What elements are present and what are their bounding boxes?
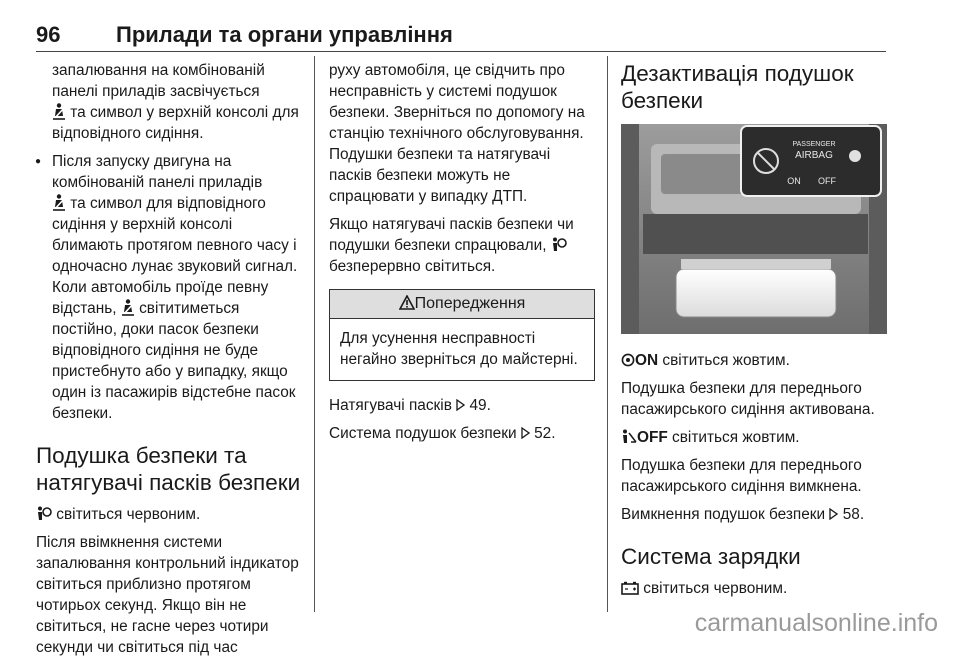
airbag-warning-icon xyxy=(36,506,52,521)
bullet-item: ● Після запуску двигуна на комбінованій панелі приладів та символ для відповідного сидіння у верхній консолі блимають протягом певного часу і одночасно лунає звуковий сигнал. Коли автомобіль проїде певну відстань, світитиметься постійно, доки пасок безпеки відповідного сидіння не буде пристебнуто або у випадку, якщо один із пасажирів відстебне пасок безпеки. xyxy=(36,151,302,424)
warning-body: Для усунення несправності негайно зверніться до майстерні. xyxy=(340,330,578,368)
section-heading: Дезактивація подушок безпеки xyxy=(621,61,854,113)
column-divider xyxy=(607,56,608,612)
page-ref-arrow-icon xyxy=(521,427,530,439)
seatbelt-reminder-icon xyxy=(121,299,135,316)
battery-charging-icon xyxy=(621,581,639,595)
column-right xyxy=(621,60,887,606)
paragraph: Подушка безпеки для переднього пасажирського сидіння активована. xyxy=(621,380,875,418)
paragraph: запалювання на комбінованій панелі приладів засвічується та символ у верхній консолі для відповідного сидіння. xyxy=(52,62,299,142)
airbag-warning-icon xyxy=(551,237,567,252)
section-heading: Система зарядки xyxy=(621,544,801,569)
column-middle xyxy=(329,60,595,451)
chapter-title: Прилади та органи управління xyxy=(116,22,453,47)
airbag-on-status: ON світиться жовтим. xyxy=(621,350,887,371)
paragraph: Якщо натягувачі пасків безпеки чи подушки безпеки спрацювали, безперервно світиться. xyxy=(329,216,574,275)
paragraph: Подушка безпеки для переднього пасажирського сидіння вимкнена. xyxy=(621,457,862,495)
seatbelt-reminder-icon xyxy=(52,103,66,120)
header-rule xyxy=(36,51,886,52)
warning-header xyxy=(330,290,594,319)
page-ref-arrow-icon xyxy=(456,399,465,411)
column-left xyxy=(36,60,302,665)
airbag-off-status: OFF світиться жовтим. xyxy=(621,427,887,448)
cross-reference[interactable]: Натягувачі пасків 49. xyxy=(329,397,491,414)
paragraph: світиться червоним. xyxy=(621,578,887,599)
airbag-off-icon xyxy=(621,429,637,444)
photo-label: AIRBAG xyxy=(795,150,833,161)
cross-reference[interactable]: Система подушок безпеки 52. xyxy=(329,425,556,442)
page-number: 96 xyxy=(36,22,61,47)
paragraph: Після ввімкнення системи запалювання контрольний індикатор світиться приблизно протягом чотирьох секунд. Якщо він не світиться, не гасне через чотири секунди чи світиться під час xyxy=(36,534,299,656)
airbag-switch-photo xyxy=(621,124,887,334)
paragraph: світиться червоним. xyxy=(36,504,302,525)
warning-title: Попередження xyxy=(414,295,526,312)
photo-label: PASSENGER xyxy=(792,141,836,148)
watermark: carmanualsonline.info xyxy=(694,609,938,637)
photo-label: OFF xyxy=(818,176,836,186)
warning-box xyxy=(329,289,595,381)
airbag-on-icon xyxy=(621,353,635,367)
photo-label: ON xyxy=(787,176,801,186)
column-divider xyxy=(314,56,315,612)
warning-triangle-icon xyxy=(399,295,415,310)
page-header xyxy=(36,22,886,50)
cross-reference[interactable]: Вимкнення подушок безпеки 58. xyxy=(621,506,865,523)
seatbelt-reminder-icon xyxy=(52,194,66,211)
paragraph: руху автомобіля, це свідчить про несправність у системі подушок безпеки. Зверніться по допомогу на станцію технічного обслуговування. Подушки безпеки та натягувачі пасків безпеки можуть не спрацювати у випадку ДТП. xyxy=(329,62,585,205)
section-heading: Подушка безпеки та натягувачі пасків безпеки xyxy=(36,443,301,495)
